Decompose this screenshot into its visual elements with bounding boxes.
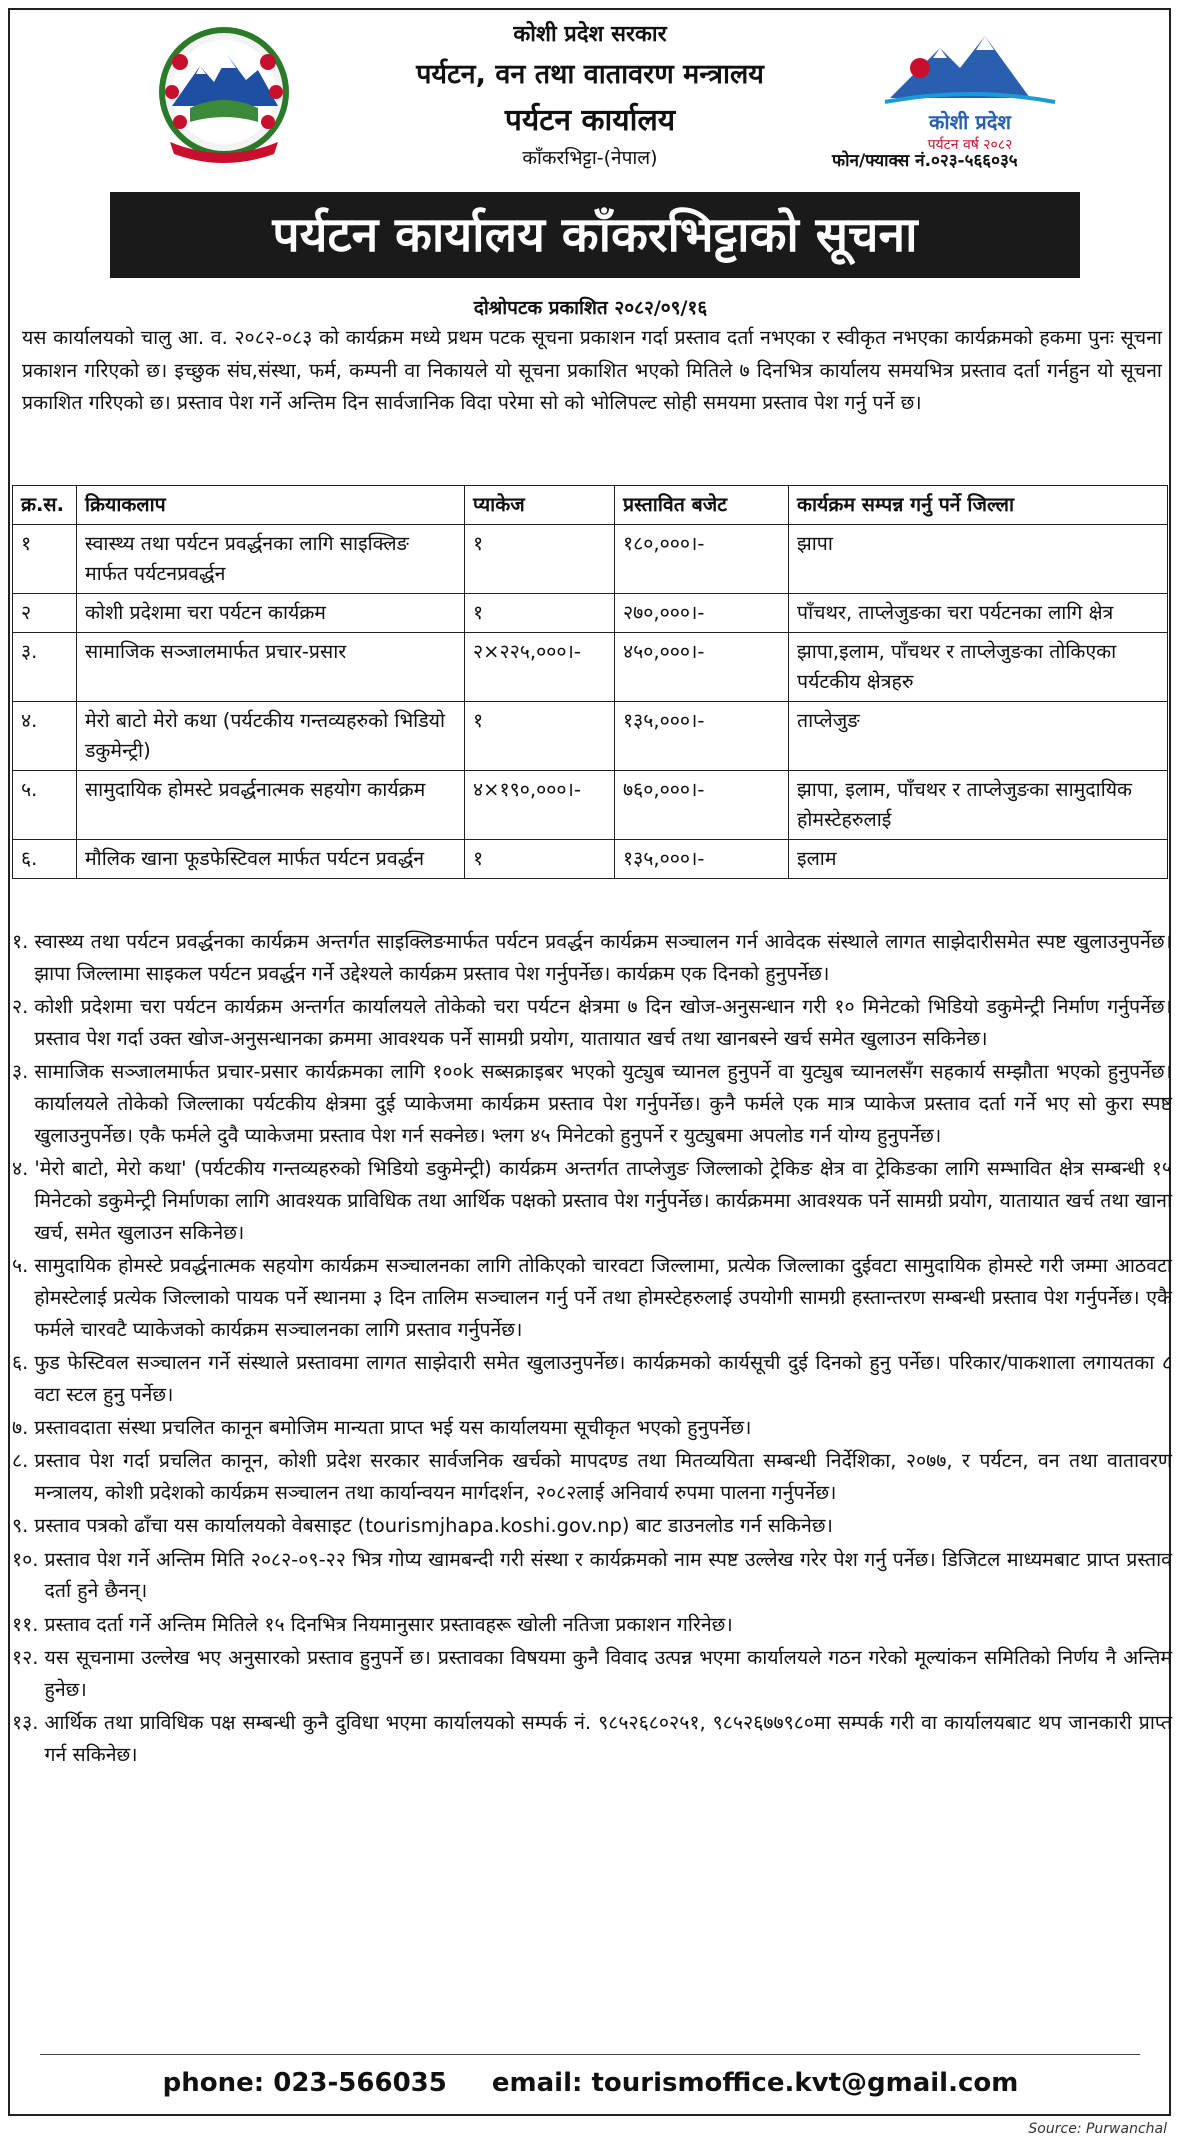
cell-activity: स्वास्थ्य तथा पर्यटन प्रवर्द्धनका लागि साइक्लिङ मार्फत पर्यटनप्रवर्द्धन [77,525,465,594]
source-credit: Source: Purwanchal [1028,2121,1167,2137]
cell-budget: १८०,०००।- [615,525,789,594]
list-item [12,1153,1172,1248]
cell-budget: ४५०,०००।- [615,633,789,702]
col-header-district: कार्यक्रम सम्पन्न गर्नु पर्ने जिल्ला [789,486,1168,525]
cell-budget: १३५,०००।- [615,702,789,771]
note-text: फुड फेस्टिवल सञ्चालन गर्ने संस्थाले प्रस्तावमा लागत साझेदारी समेत खुलाउनुपर्नेछ। कार्यक्रमको कार्यसूची दुई दिनको हुनु पर्नेछ। परिकार/पाकशाला लगायतका ८ वटा स्टल हुनु पर्नेछ। [34,1350,1172,1406]
table-row [13,771,1168,840]
nepal-emblem-icon [150,22,298,170]
note-number: २. [12,995,29,1019]
header-office: पर्यटन कार्यालय [504,103,676,138]
note-text: 'मेरो बाटो, मेरो कथा' (पर्यटकीय गन्तव्यहरुको भिडियो डकुमेन्ट्री) कार्यक्रम अन्तर्गत ताप्लेजुङ जिल्लाको ट्रेकिङ क्षेत्र वा ट्रेकिङका लागि सम्भावित क्षेत्र सम्बन्धी १५ मिनेटको डकुमेन्ट्री निर्माणका लागि आवश्यक प्राविधिक तथा आर्थिक पक्षको प्रस्ताव पेश गर्नुपर्नेछ। कार्यक्रममा आवश्यक पर्ने सामग्री प्रयोग, यातायात खर्च तथा खाना खर्च, समेत खुलाउन सकिनेछ। [34,1157,1172,1244]
note-text: आर्थिक तथा प्राविधिक पक्ष सम्बन्धी कुनै दुविधा भएमा कार्यालयको सम्पर्क नं. ९८५२६८०२५१, ९८५२६७७९८०मा सम्पर्क गरी वा कार्यालयबाट थप जानकारी प्राप्त गर्न सकिनेछ। [44,1711,1172,1766]
list-item [12,1445,1172,1509]
cell-district: पाँचथर, ताप्लेजुङका चरा पर्यटनका लागि क्षेत्र [789,594,1168,633]
cell-sn: ३. [13,633,77,702]
note-number: ५. [12,1253,29,1277]
cell-district: झापा, इलाम, पाँचथर र ताप्लेजुङका सामुदायिक होमस्टेहरुलाई [789,771,1168,840]
col-header-budget: प्रस्तावित बजेट [615,486,789,525]
footer-divider [40,2054,1140,2055]
cell-district: झापा [789,525,1168,594]
cell-district: झापा,इलाम, पाँचथर र ताप्लेजुङका तोकिएका पर्यटकीय क्षेत्रहरु [789,633,1168,702]
table-row [13,525,1168,594]
cell-activity: सामुदायिक होमस्टे प्रवर्द्धनात्मक सहयोग कार्यक्रम [77,771,465,840]
cell-package: १ [465,525,615,594]
header-government: कोशी प्रदेश सरकार [513,22,667,47]
list-item [12,1056,1172,1151]
cell-package: १ [465,702,615,771]
note-text: प्रस्ताव दर्ता गर्ने अन्तिम मितिले १५ दिनभित्र नियमानुसार प्रस्तावहरू खोली नतिजा प्रकाशन गरिनेछ। [44,1612,733,1636]
table-header-row [13,486,1168,525]
mountain-logo-icon [880,28,1060,108]
cell-package: १ [465,594,615,633]
list-item [12,1609,1172,1641]
footer-email: email: tourismoffice.kvt@gmail.com [491,2068,1019,2098]
header-ministry: पर्यटन, वन तथा वातावरण मन्त्रालय [416,59,764,90]
note-text: प्रस्ताव पत्रको ढाँचा यस कार्यालयको वेबसाइट (tourismjhapa.koshi.gov.np) बाट डाउनलोड गर्न सकिनेछ। [34,1514,833,1538]
table-row [13,633,1168,702]
cell-budget: ७६०,०००।- [615,771,789,840]
list-item [12,1510,1172,1542]
cell-sn: १ [13,525,77,594]
footer-phone: phone: 023-566035 [162,2068,447,2098]
list-item [12,1642,1172,1706]
intro-paragraph: यस कार्यालयको चालु आ. व. २०८२-०८३ को कार्यक्रम मध्ये प्रथम पटक सूचना प्रकाशन गर्दा प्रस्ताव दर्ता नभएका र स्वीकृत नभएका कार्यक्रमको हकमा पुनः सूचना प्रकाशन गरिएको छ। इच्छुक संघ,संस्था, फर्म, कम्पनी वा निकायले यो सूचना प्रकाशित भएको मितिले ७ दिनभित्र कार्यालय समयभित्र प्रस्ताव दर्ता गर्नहुन यो सूचना प्रकाशित गरिएको छ। प्रस्ताव पेश गर्ने अन्तिम दिन सार्वजानिक विदा परेमा सो को भोलिपल्ट सोही समयमा प्रस्ताव पेश गर्नु पर्ने छ। [22,326,1162,414]
note-text: प्रस्ताव पेश गर्दा प्रचलित कानून, कोशी प्रदेश सरकार सार्वजनिक खर्चको मापदण्ड तथा मितव्ययिता सम्बन्धी निर्देशिका, २०७७, र पर्यटन, वन तथा वातावरण मन्त्रालय, कोशी प्रदेशको कार्यक्रम सञ्चालन तथा कार्यान्वयन मार्गदर्शन, २०८२लाई अनिवार्य रुपमा पालना गर्नुपर्नेछ। [34,1449,1172,1505]
footer-contact [0,2068,1181,2098]
table-row [13,840,1168,879]
cell-package: १ [465,840,615,879]
note-number: १३. [12,1711,39,1735]
header-phone: फोन/फ्याक्स नं.०२३-५६६०३५ [832,151,1018,171]
note-number: ११. [12,1612,39,1636]
cell-sn: ६. [13,840,77,879]
note-number: ४. [12,1157,29,1181]
note-number: ९. [12,1514,29,1538]
note-number: १०. [12,1547,39,1571]
table-row [13,702,1168,771]
notes-list [12,926,1172,1772]
cell-budget: २७०,०००।- [615,594,789,633]
cell-sn: ५. [13,771,77,840]
cell-activity: मेरो बाटो मेरो कथा (पर्यटकीय गन्तव्यहरुको भिडियो डकुमेन्ट्री) [77,702,465,771]
cell-activity: कोशी प्रदेशमा चरा पर्यटन कार्यक्रम [77,594,465,633]
cell-activity: मौलिक खाना फूडफेस्टिवल मार्फत पर्यटन प्रवर्द्धन [77,840,465,879]
col-header-sn: क्र.स. [13,486,77,525]
cell-district: इलाम [789,840,1168,879]
koshi-tourism-logo [880,28,1060,153]
note-number: ७. [12,1415,29,1439]
note-number: ३. [12,1060,29,1084]
note-number: १. [12,930,29,953]
note-number: ६. [12,1350,29,1374]
note-text: प्रस्तावदाता संस्था प्रचलित कानून बमोजिम मान्यता प्राप्त भई यस कार्यालयमा सूचीकृत भएको हुनुपर्नेछ। [34,1415,752,1439]
header-location: काँकरभिट्टा-(नेपाल) [522,147,658,169]
cell-package: २×२२५,०००।- [465,633,615,702]
note-number: ८. [12,1449,29,1473]
cell-budget: १३५,०००।- [615,840,789,879]
program-table [12,485,1168,879]
cell-sn: ४. [13,702,77,771]
logo-subtitle: पर्यटन वर्ष २०८२ [927,137,1013,153]
list-item [12,1544,1172,1608]
logo-title: कोशी प्रदेश [929,110,1011,134]
table-row [13,594,1168,633]
list-item [12,991,1172,1055]
note-text: प्रस्ताव पेश गर्ने अन्तिम मिति २०८२-०९-२२ भित्र गोप्य खामबन्दी गरी संस्था र कार्यक्रमको नाम स्पष्ट उल्लेख गरेर पेश गर्नु पर्नेछ। डिजिटल माध्यमबाट प्राप्त प्रस्ताव दर्ता हुने छैनन्। [44,1547,1172,1603]
list-item [12,1250,1172,1345]
note-text: यस सूचनामा उल्लेख भए अनुसारको प्रस्ताव हुनुपर्ने छ। प्रस्तावका विषयमा कुनै विवाद उत्पन्न भएमा कार्यालयले गठन गरेको मूल्यांकन समितिको निर्णय नै अन्तिम हुनेछ। [44,1646,1172,1701]
cell-package: ४×१९०,०००।- [465,771,615,840]
cell-activity: सामाजिक सञ्जालमार्फत प्रचार-प्रसार [77,633,465,702]
cell-district: ताप्लेजुङ [789,702,1168,771]
publication-date: दोश्रोपटक प्रकाशित २०८२/०९/१६ [473,297,708,319]
notice-banner: पर्यटन कार्यालय काँकरभिट्टाको सूचना [110,192,1080,278]
note-text: स्वास्थ्य तथा पर्यटन प्रवर्द्धनका कार्यक्रम अन्तर्गत साइक्लिङमार्फत पर्यटन प्रवर्द्धन कार्यक्रम सञ्चालन गर्न आवेदक संस्थाले लागत साझेदारीसमेत स्पष्ट खुलाउनुपर्नेछ। झापा जिल्लामा साइकल पर्यटन प्रवर्द्धन गर्ने उद्देश्यले कार्यक्रम प्रस्ताव पेश गर्नुपर्नेछ। कार्यक्रम एक दिनको हुनुपर्नेछ। [34,930,1172,985]
note-number: १२. [12,1646,39,1670]
cell-sn: २ [13,594,77,633]
list-item [12,1347,1172,1411]
list-item [12,926,1172,990]
note-text: सामाजिक सञ्जालमार्फत प्रचार-प्रसार कार्यक्रमका लागि १००k सब्सक्राइबर भएको युट्युब च्यानल हुनुपर्ने वा युट्युब च्यानलसँग सहकार्य सम्झौता भएको हुनुपर्नेछ। कार्यालयले तोकेको जिल्लाका पर्यटकीय क्षेत्रमा दुई प्याकेजमा कार्यक्रम प्रस्ताव पेश गर्नुपर्नेछ। कुनै फर्मले एक मात्र प्याकेज प्रस्ताव दर्ता गर्ने भए सो कुरा स्पष्ट खुलाउनुपर्नेछ। एकै फर्मले दुवै प्याकेजमा प्रस्ताव पेश गर्न सक्नेछ। भ्लग ४५ मिनेटको हुनुपर्ने र युट्युबमा अपलोड गर्न योग्य हुनुपर्नेछ। [34,1060,1172,1147]
note-text: कोशी प्रदेशमा चरा पर्यटन कार्यक्रम अन्तर्गत कार्यालयले तोकेको चरा पर्यटन क्षेत्रमा ७ दिन खोज-अनुसन्धान गरी १० मिनेटको भिडियो डकुमेन्ट्री निर्माण गर्नुपर्नेछ। प्रस्ताव पेश गर्दा उक्त खोज-अनुसन्धानका क्रममा आवश्यक पर्ने सामग्री प्रयोग, यातायात खर्च तथा खानबस्ने खर्च समेत खुलाउन सकिनेछ। [34,995,1172,1050]
note-text: सामुदायिक होमस्टे प्रवर्द्धनात्मक सहयोग कार्यक्रम सञ्चालनका लागि तोकिएको चारवटा जिल्लामा, प्रत्येक जिल्लाका दुईवटा सामुदायिक होमस्टे गरी जम्मा आठवटा होमस्टेलाई प्रत्येक जिल्लाको पायक पर्ने स्थानमा ३ दिन तालिम सञ्चालन गर्नु पर्ने तथा होमस्टेहरुलाई उपयोगी सामग्री हस्तान्तरण सम्बन्धी प्रस्ताव पेश गर्नुपर्नेछ। एकै फर्मले चारवटै प्याकेजको कार्यक्रम सञ्चालनका लागि प्रस्ताव गर्नुपर्नेछ। [34,1253,1172,1341]
list-item [12,1412,1172,1444]
list-item [12,1707,1172,1771]
col-header-package: प्याकेज [465,486,615,525]
col-header-activity: क्रियाकलाप [77,486,465,525]
